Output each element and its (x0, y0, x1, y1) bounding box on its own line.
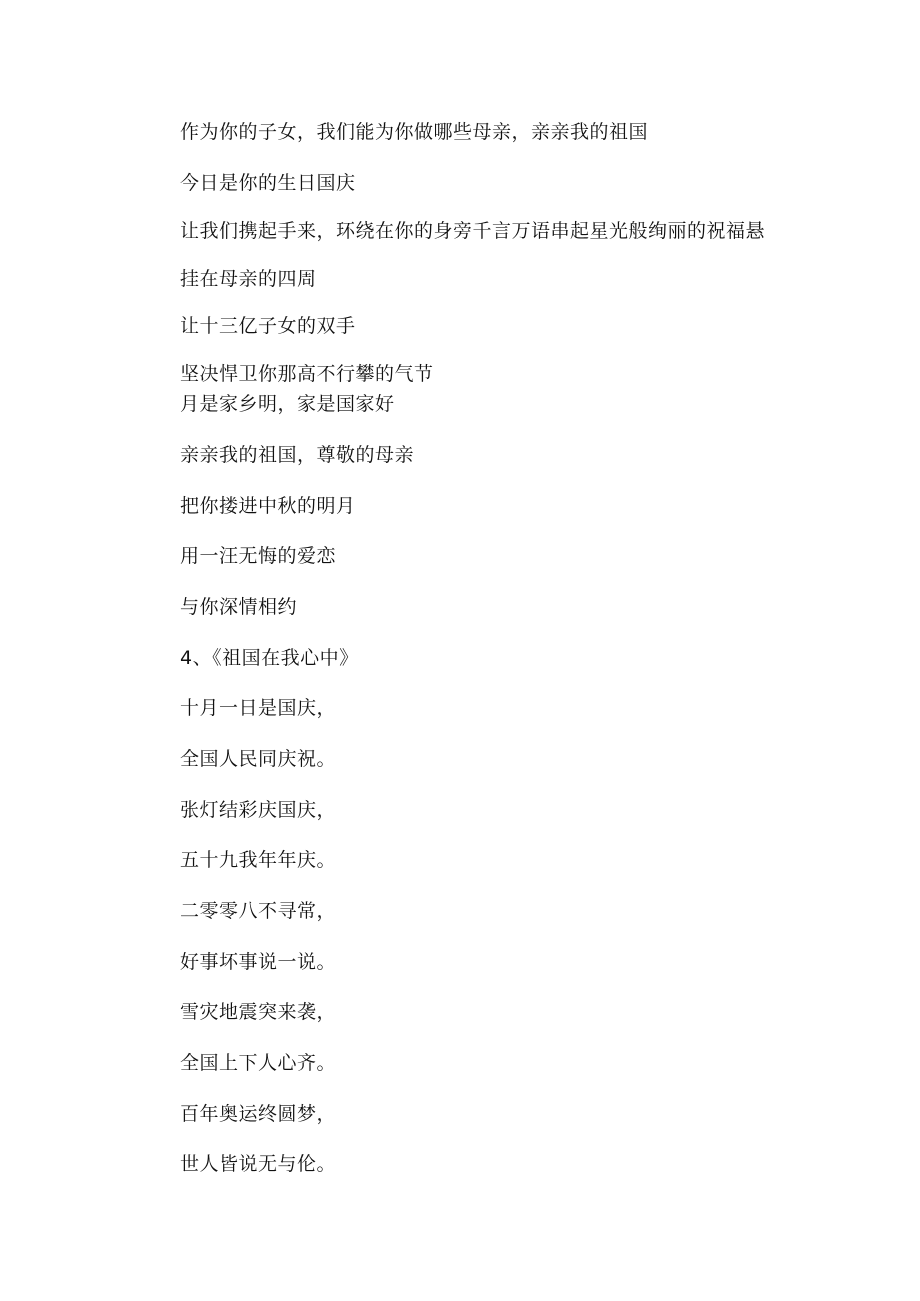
poem-line: 世人皆说无与伦。 (180, 1153, 337, 1175)
poem-line: 月是家乡明，家是国家好 (180, 393, 395, 415)
poem-line: 好事坏事说一说。 (180, 951, 337, 973)
poem-line: 五十九我年年庆。 (180, 849, 337, 871)
poem-line: 挂在母亲的四周 (180, 268, 317, 290)
poem-line: 让十三亿子女的双手 (180, 315, 356, 337)
section-heading: 4、《祖国在我心中》 (180, 647, 359, 669)
poem-line: 全国上下人心齐。 (180, 1052, 337, 1074)
poem-line: 十月一日是国庆， (180, 697, 337, 719)
poem-line: 让我们携起手来，环绕在你的身旁千言万语串起星光般绚丽的祝福悬 (180, 220, 766, 242)
poem-line: 坚决悍卫你那高不行攀的气节 (180, 363, 434, 385)
poem-line: 二零零八不寻常， (180, 900, 337, 922)
poem-line: 全国人民同庆祝。 (180, 748, 337, 770)
poem-line: 今日是你的生日国庆 (180, 172, 356, 194)
poem-line: 亲亲我的祖国，尊敬的母亲 (180, 444, 415, 466)
poem-line: 张灯结彩庆国庆， (180, 799, 337, 821)
poem-line: 雪灾地震突来袭， (180, 1001, 337, 1023)
poem-line: 作为你的子女，我们能为你做哪些母亲，亲亲我的祖国 (180, 121, 649, 143)
poem-line: 百年奥运终圆梦， (180, 1103, 337, 1125)
poem-line: 与你深情相约 (180, 596, 298, 618)
poem-line: 把你搂进中秋的明月 (180, 495, 356, 517)
poem-line: 用一汪无悔的爱恋 (180, 545, 337, 567)
